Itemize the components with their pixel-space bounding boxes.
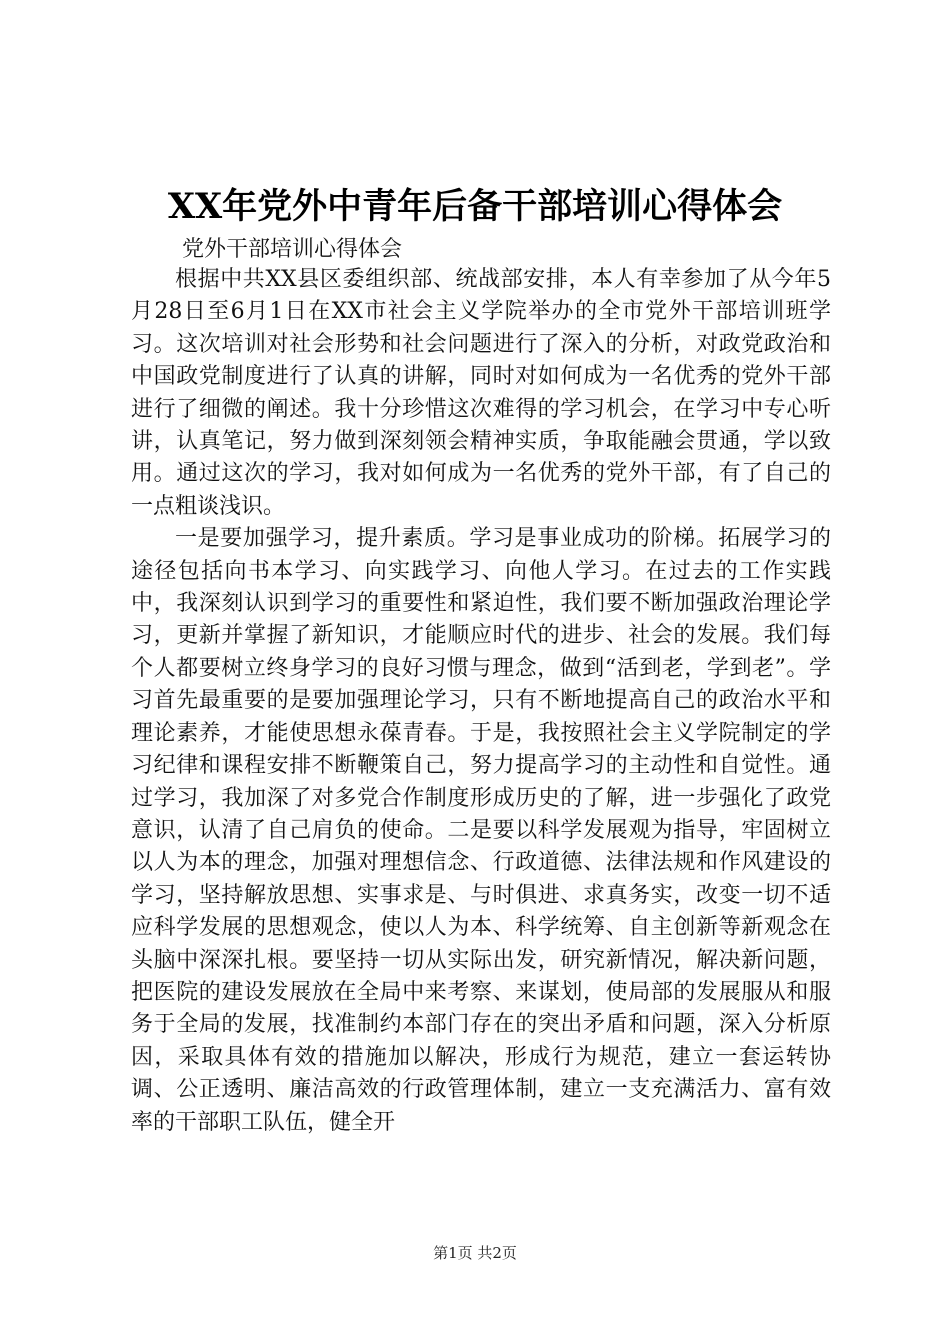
paragraph-2: 一是要加强学习，提升素质。学习是事业成功的阶梯。拓展学习的途径包括向书本学习、向实践学习、向他人学习。在过去的工作实践中，我深刻认识到学习的重要性和紧迫性，我们要不断加强政治理论学习，更新并掌握了新知识，才能顺应时代的进步、社会的发展。我们每个人都要树立终身学习的良好习惯与理念，做到“活到老，学到老”。学习首先最重要的是要加强理论学习，只有不断地提高自己的政治水平和理论素养，才能使思想永葆青春。于是，我按照社会主义学院制定的学习纪律和课程安排不断鞭策自己，努力提高学习的主动性和自觉性。通过学习，我加深了对多党合作制度形成历史的了解，进一步强化了政党意识，认清了自己肩负的使命。二是要以科学发展观为指导，牢固树立以人为本的理念，加强对理想信念、行政道德、法律法规和作风建设的学习，坚持解放思想、实事求是、与时俱进、求真务实，改变一切不适应科学发展的思想观念，使以人为本、科学统筹、自主创新等新观念在头脑中深深扎根。要坚持一切从实际出发，研究新情况，解决新问题，把医院的建设发展放在全局中来考察、来谋划，使局部的发展服从和服务于全局的发展，找准制约本部门存在的突出矛盾和问题，深入分析原因，采取具体有效的措施加以解决，形成行为规范，建立一套运转协调、公正透明、廉洁高效的行政管理体制，建立一支充满活力、富有效率的干部职工队伍，健全开 (131, 526, 831, 1135)
document-body (131, 264, 831, 1139)
document-title: XX年党外中青年后备干部培训心得体会 (167, 186, 783, 227)
page-footer: 第1页 共2页 (433, 1244, 517, 1262)
paragraph-1: 根据中共XX县区委组织部、统战部安排，本人有幸参加了从今年5月28日至6月1日在XX市社会主义学院举办的全市党外干部培训班学习。这次培训对社会形势和社会问题进行了深入的分析，对政党政治和中国政党制度进行了认真的讲解，同时对如何成为一名优秀的党外干部进行了细微的阐述。我十分珍惜这次难得的学习机会，在学习中专心听讲，认真笔记，努力做到深刻领会精神实质，争取能融会贯通，学以致用。通过这次的学习，我对如何成为一名优秀的党外干部，有了自己的一点粗谈浅识。 (131, 267, 831, 519)
document-subtitle: 党外干部培训心得体会 (182, 237, 403, 262)
